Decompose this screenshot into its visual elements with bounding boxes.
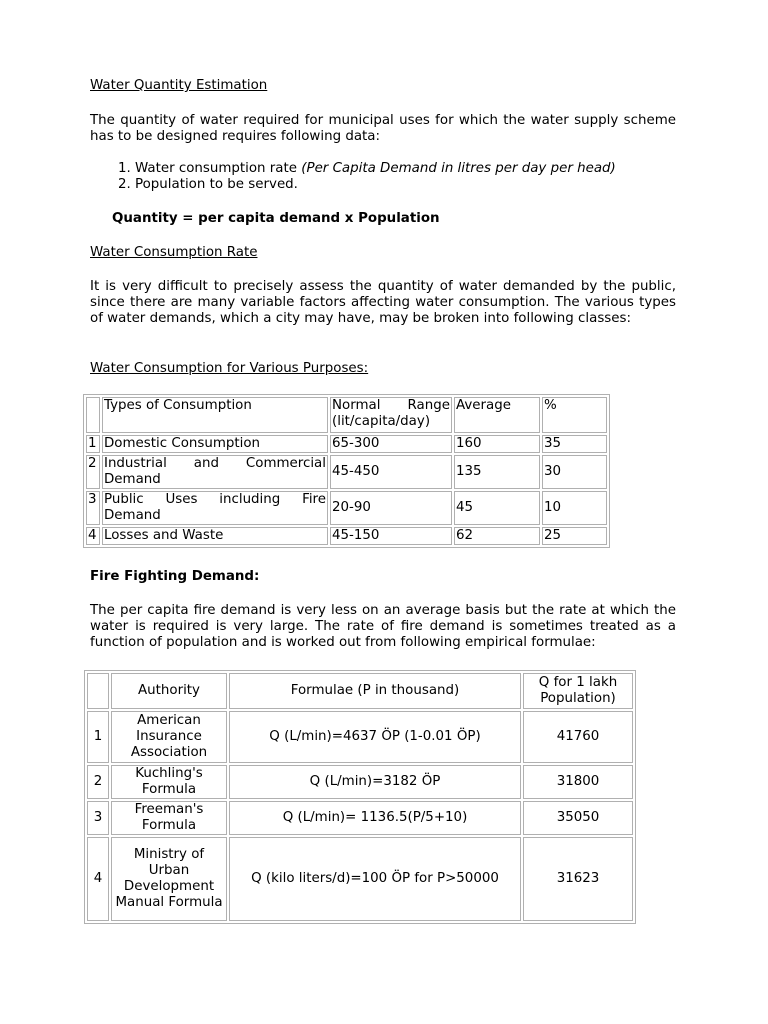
table-cell: Domestic Consumption xyxy=(102,435,328,453)
table-cell: 35050 xyxy=(523,801,633,835)
table-header-cell: Types of Consumption xyxy=(102,397,328,433)
table-header-cell: % xyxy=(542,397,607,433)
list-item: 1. Water consumption rate (Per Capita Demand in litres per day per head) xyxy=(135,161,695,177)
heading-water-quantity-estimation: Water Quantity Estimation xyxy=(90,78,268,93)
table-cell: American Insurance Association xyxy=(111,711,227,763)
table-header-row xyxy=(86,397,607,433)
heading-fire-fighting-demand: Fire Fighting Demand: xyxy=(90,569,260,584)
table-cell: Q (L/min)= 1136.5(P/5+10) xyxy=(229,801,521,835)
table-cell: 1 xyxy=(87,711,109,763)
table-cell: Freeman's Formula xyxy=(111,801,227,835)
table-row xyxy=(86,527,607,545)
table-cell: Q (L/min)=4637 ÖP (1-0.01 ÖP) xyxy=(229,711,521,763)
subheading-consumption-purposes: Water Consumption for Various Purposes: xyxy=(90,361,369,376)
quantity-formula: Quantity = per capita demand x Population xyxy=(112,211,440,226)
table-cell: 35 xyxy=(542,435,607,453)
fire-demand-paragraph: The per capita fire demand is very less on an average basis but the rate at which the water is required is very large. The rate of fire demand is sometimes treated as a function of population and is worked out from following empirical formulae: xyxy=(90,603,676,650)
table-cell: 41760 xyxy=(523,711,633,763)
consumption-paragraph: It is very difficult to precisely assess the quantity of water demanded by the public, since there are many variable factors affecting water consumption. The various types of water demands, which a city may have, may be broken into following classes: xyxy=(90,279,676,326)
table-cell: Q (L/min)=3182 ÖP xyxy=(229,765,521,799)
table-header-row xyxy=(87,673,633,709)
table-cell: 2 xyxy=(87,765,109,799)
table-cell: 45-450 xyxy=(330,455,452,489)
table-cell: 45 xyxy=(454,491,540,525)
table-cell: 4 xyxy=(87,837,109,921)
heading-water-consumption-rate: Water Consumption Rate xyxy=(90,245,258,260)
table-cell: 3 xyxy=(87,801,109,835)
fire-demand-formula-table xyxy=(84,670,636,924)
table-cell: Losses and Waste xyxy=(102,527,328,545)
table-row xyxy=(86,491,607,525)
table-header-cell: Authority xyxy=(111,673,227,709)
table-row xyxy=(86,455,607,489)
table-cell: 4 xyxy=(86,527,100,545)
table-row xyxy=(87,801,633,835)
intro-paragraph: The quantity of water required for municipal uses for which the water supply scheme has to be designed requires following data: xyxy=(90,113,676,144)
table-cell: 31800 xyxy=(523,765,633,799)
table-header-cell: Formulae (P in thousand) xyxy=(229,673,521,709)
list-item: 2. Population to be served. xyxy=(135,177,695,193)
table-cell: 10 xyxy=(542,491,607,525)
table-header-cell: Q for 1 lakh Population) xyxy=(523,673,633,709)
table-header-cell: Average xyxy=(454,397,540,433)
table-cell: 31623 xyxy=(523,837,633,921)
table-row xyxy=(87,837,633,921)
table-row xyxy=(86,435,607,453)
table-cell: Q (kilo liters/d)=100 ÖP for P>50000 xyxy=(229,837,521,921)
table-cell: Ministry of Urban Development Manual Formula xyxy=(111,837,227,921)
table-cell: 65-300 xyxy=(330,435,452,453)
table-cell: 3 xyxy=(86,491,100,525)
table-cell: 135 xyxy=(454,455,540,489)
table-cell: Kuchling's Formula xyxy=(111,765,227,799)
table-cell: Public Uses including Fire Demand xyxy=(104,492,326,523)
table-cell: 20-90 xyxy=(330,491,452,525)
data-requirements-list xyxy=(90,161,695,193)
table-cell: 45-150 xyxy=(330,527,452,545)
table-header-cell: Normal Range (lit/capita/day) xyxy=(330,397,452,433)
table-cell: Industrial and Commercial Demand xyxy=(104,456,326,487)
table-cell: 25 xyxy=(542,527,607,545)
table-cell: 30 xyxy=(542,455,607,489)
table-cell: 62 xyxy=(454,527,540,545)
table-header-cell xyxy=(86,397,100,433)
consumption-table xyxy=(83,394,610,548)
table-row xyxy=(87,711,633,763)
table-cell: 2 xyxy=(86,455,100,489)
table-cell: 160 xyxy=(454,435,540,453)
table-header-cell xyxy=(87,673,109,709)
table-row xyxy=(87,765,633,799)
table-cell: 1 xyxy=(86,435,100,453)
